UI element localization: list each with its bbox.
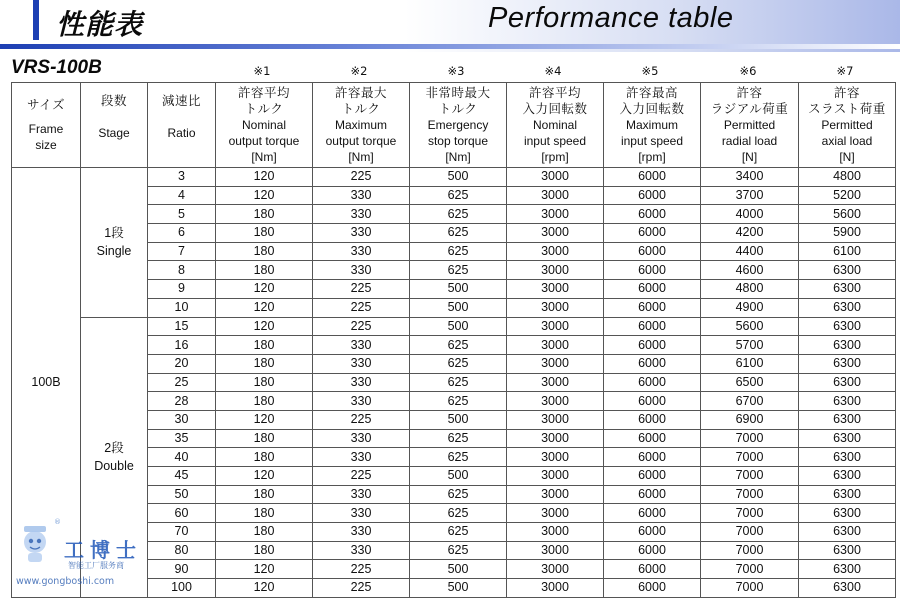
nominal-torque-cell: 120 [216,186,313,205]
nominal-speed-cell: 3000 [507,205,604,224]
max-speed-cell: 6000 [604,504,701,523]
max-speed-cell: 6000 [604,485,701,504]
axial-load-cell: 5600 [799,205,896,224]
max-speed-cell: 6000 [604,280,701,299]
nominal-speed-cell: 3000 [507,485,604,504]
axial-load-cell: 6300 [799,429,896,448]
nominal-torque-cell: 180 [216,205,313,224]
col-header-nominal-input-speed [507,83,604,168]
nominal-torque-cell: 180 [216,504,313,523]
header-en2: stop torque [427,134,489,148]
header-unit: [N] [839,150,855,164]
ratio-cell: 30 [148,410,216,429]
col-header-permitted-axial-load [799,83,896,168]
radial-load-cell: 6700 [701,392,799,411]
max-speed-cell: 6000 [604,541,701,560]
header-en1: Permitted [821,118,873,132]
header-unit: [Nm] [348,150,374,164]
radial-load-cell: 4400 [701,242,799,261]
max-speed-cell: 6000 [604,336,701,355]
axial-load-cell: 6300 [799,560,896,579]
nominal-speed-cell: 3000 [507,467,604,486]
max-torque-cell: 330 [313,242,410,261]
radial-load-cell: 7000 [701,448,799,467]
note-3: ※3 [447,64,465,78]
emergency-torque-cell: 500 [410,298,507,317]
max-torque-cell: 225 [313,579,410,598]
header-unit: [rpm] [541,150,569,164]
ratio-cell: 100 [148,579,216,598]
max-speed-cell: 6000 [604,373,701,392]
ratio-cell: 40 [148,448,216,467]
emergency-torque-cell: 625 [410,429,507,448]
header-en1: Maximum [334,118,387,132]
ratio-cell: 35 [148,429,216,448]
nominal-speed-cell: 3000 [507,280,604,299]
ratio-cell: 70 [148,523,216,542]
max-torque-cell: 330 [313,485,410,504]
emergency-torque-cell: 625 [410,242,507,261]
max-speed-cell: 6000 [604,317,701,336]
max-speed-cell: 6000 [604,410,701,429]
header-accent-bar [33,0,39,40]
nominal-torque-cell: 180 [216,392,313,411]
header-unit: [N] [741,150,758,164]
header-jp2: スラスト荷重 [808,102,886,116]
stage-en: Double [94,459,134,474]
max-torque-cell: 225 [313,467,410,486]
header-en2: input speed [523,134,587,148]
axial-load-cell: 6300 [799,373,896,392]
nominal-torque-cell: 180 [216,485,313,504]
nominal-speed-cell: 3000 [507,261,604,280]
ratio-cell: 80 [148,541,216,560]
radial-load-cell: 3400 [701,168,799,187]
axial-load-cell: 5200 [799,186,896,205]
header-underline [0,44,900,49]
radial-load-cell: 4200 [701,224,799,243]
emergency-torque-cell: 625 [410,354,507,373]
header-jp2: 入力回転数 [619,102,685,116]
nominal-speed-cell: 3000 [507,298,604,317]
axial-load-cell: 6300 [799,392,896,411]
emergency-torque-cell: 500 [410,579,507,598]
max-torque-cell: 225 [313,410,410,429]
radial-load-cell: 6500 [701,373,799,392]
frame-size-cell: 100B [12,168,81,598]
nominal-speed-cell: 3000 [507,504,604,523]
header-jp: 段数 [100,94,127,108]
ratio-cell: 9 [148,280,216,299]
axial-load-cell: 6300 [799,298,896,317]
axial-load-cell: 6300 [799,261,896,280]
stage-single-cell [81,168,148,318]
robot-mascot-icon [16,524,56,564]
col-header-maximum-input-speed [604,83,701,168]
nominal-speed-cell: 3000 [507,560,604,579]
ratio-cell: 25 [148,373,216,392]
axial-load-cell: 6300 [799,485,896,504]
nominal-torque-cell: 180 [216,261,313,280]
axial-load-cell: 6300 [799,336,896,355]
emergency-torque-cell: 625 [410,336,507,355]
max-torque-cell: 330 [313,261,410,280]
max-torque-cell: 330 [313,392,410,411]
header-en2: input speed [620,134,684,148]
header-jp: サイズ [26,98,65,112]
header-en2: output torque [228,134,300,148]
max-torque-cell: 330 [313,354,410,373]
max-speed-cell: 6000 [604,354,701,373]
radial-load-cell: 7000 [701,429,799,448]
emergency-torque-cell: 500 [410,317,507,336]
axial-load-cell: 6300 [799,317,896,336]
max-speed-cell: 6000 [604,298,701,317]
max-torque-cell: 330 [313,523,410,542]
ratio-cell: 16 [148,336,216,355]
emergency-torque-cell: 625 [410,485,507,504]
nominal-speed-cell: 3000 [507,317,604,336]
max-torque-cell: 330 [313,224,410,243]
model-name: VRS-100B [11,57,102,78]
note-4: ※4 [544,64,562,78]
note-1: ※1 [253,64,271,78]
stage-en: Single [96,244,132,259]
emergency-torque-cell: 625 [410,205,507,224]
axial-load-cell: 6300 [799,354,896,373]
max-torque-cell: 225 [313,317,410,336]
page-title-en: Performance table [488,2,734,34]
header-en1: Ratio [167,126,196,140]
nominal-torque-cell: 120 [216,467,313,486]
radial-load-cell: 4600 [701,261,799,280]
header-jp1: 許容 [833,86,860,100]
radial-load-cell: 7000 [701,485,799,504]
emergency-torque-cell: 625 [410,523,507,542]
max-speed-cell: 6000 [604,392,701,411]
max-speed-cell: 6000 [604,168,701,187]
emergency-torque-cell: 625 [410,504,507,523]
max-speed-cell: 6000 [604,429,701,448]
nominal-speed-cell: 3000 [507,579,604,598]
radial-load-cell: 3700 [701,186,799,205]
ratio-cell: 45 [148,467,216,486]
col-header-maximum-output-torque [313,83,410,168]
nominal-torque-cell: 120 [216,410,313,429]
note-2: ※2 [350,64,368,78]
header-unit: [Nm] [445,150,471,164]
header-en1: Emergency [427,118,489,132]
footnote-markers [0,64,900,80]
table-row [12,168,896,187]
nominal-speed-cell: 3000 [507,373,604,392]
radial-load-cell: 7000 [701,579,799,598]
nominal-speed-cell: 3000 [507,168,604,187]
radial-load-cell: 7000 [701,541,799,560]
col-header-stage [81,83,148,168]
axial-load-cell: 4800 [799,168,896,187]
header-en1: Frame [28,122,64,136]
ratio-cell: 3 [148,168,216,187]
max-speed-cell: 6000 [604,560,701,579]
nominal-torque-cell: 180 [216,429,313,448]
ratio-cell: 8 [148,261,216,280]
header-jp2: トルク [244,102,284,116]
note-6: ※6 [739,64,757,78]
nominal-speed-cell: 3000 [507,392,604,411]
header-en2: axial load [821,134,873,148]
col-header-ratio [148,83,216,168]
axial-load-cell: 6300 [799,410,896,429]
nominal-torque-cell: 180 [216,242,313,261]
radial-load-cell: 7000 [701,560,799,579]
ratio-cell: 90 [148,560,216,579]
nominal-torque-cell: 180 [216,541,313,560]
page-title-jp: 性能表 [56,8,144,41]
max-torque-cell: 330 [313,541,410,560]
axial-load-cell: 6300 [799,448,896,467]
axial-load-cell: 6300 [799,579,896,598]
nominal-torque-cell: 180 [216,224,313,243]
nominal-torque-cell: 120 [216,168,313,187]
header-en2: output torque [325,134,397,148]
radial-load-cell: 4000 [701,205,799,224]
nominal-speed-cell: 3000 [507,523,604,542]
watermark-tagline: 智能工厂服务商 [68,561,124,570]
header-jp1: 非常時最大 [425,86,491,100]
emergency-torque-cell: 625 [410,373,507,392]
header-en1: Maximum [625,118,678,132]
emergency-torque-cell: 500 [410,280,507,299]
max-speed-cell: 6000 [604,467,701,486]
header-unit: [Nm] [251,150,277,164]
max-torque-cell: 225 [313,298,410,317]
header-jp2: ラジアル荷重 [710,102,789,116]
max-speed-cell: 6000 [604,523,701,542]
nominal-torque-cell: 120 [216,298,313,317]
max-torque-cell: 225 [313,280,410,299]
axial-load-cell: 5900 [799,224,896,243]
nominal-torque-cell: 180 [216,373,313,392]
nominal-torque-cell: 120 [216,280,313,299]
header-jp1: 許容最大 [334,86,387,100]
axial-load-cell: 6300 [799,541,896,560]
axial-load-cell: 6300 [799,467,896,486]
header-jp1: 許容最高 [625,86,678,100]
header-jp2: 入力回転数 [522,102,588,116]
axial-load-cell: 6100 [799,242,896,261]
nominal-speed-cell: 3000 [507,429,604,448]
max-speed-cell: 6000 [604,261,701,280]
axial-load-cell: 6300 [799,280,896,299]
nominal-torque-cell: 180 [216,354,313,373]
radial-load-cell: 5600 [701,317,799,336]
axial-load-cell: 6300 [799,504,896,523]
header-jp2: トルク [341,102,381,116]
col-header-frame-size [12,83,81,168]
emergency-torque-cell: 625 [410,261,507,280]
table-row [12,317,896,336]
note-7: ※7 [836,64,854,78]
emergency-torque-cell: 500 [410,467,507,486]
stage-jp: 2段 [104,441,124,456]
ratio-cell: 7 [148,242,216,261]
radial-load-cell: 6100 [701,354,799,373]
watermark-url: www.gongboshi.com [16,576,115,587]
ratio-cell: 20 [148,354,216,373]
ratio-cell: 5 [148,205,216,224]
nominal-torque-cell: 180 [216,448,313,467]
max-torque-cell: 330 [313,429,410,448]
radial-load-cell: 4800 [701,280,799,299]
col-header-permitted-radial-load [701,83,799,168]
nominal-speed-cell: 3000 [507,410,604,429]
max-torque-cell: 225 [313,560,410,579]
emergency-torque-cell: 500 [410,168,507,187]
header-en2: radial load [721,134,778,148]
nominal-speed-cell: 3000 [507,541,604,560]
emergency-torque-cell: 500 [410,560,507,579]
ratio-cell: 6 [148,224,216,243]
emergency-torque-cell: 625 [410,541,507,560]
nominal-speed-cell: 3000 [507,186,604,205]
max-speed-cell: 6000 [604,186,701,205]
nominal-torque-cell: 120 [216,317,313,336]
radial-load-cell: 6900 [701,410,799,429]
header-unit: [rpm] [638,150,666,164]
nominal-torque-cell: 120 [216,560,313,579]
watermark-name: 工博士 [64,538,142,562]
emergency-torque-cell: 625 [410,448,507,467]
ratio-cell: 10 [148,298,216,317]
header-en1: Nominal [532,118,577,132]
nominal-speed-cell: 3000 [507,242,604,261]
nominal-torque-cell: 180 [216,336,313,355]
max-torque-cell: 330 [313,504,410,523]
axial-load-cell: 6300 [799,523,896,542]
nominal-torque-cell: 120 [216,579,313,598]
header-jp1: 許容平均 [528,86,581,100]
ratio-cell: 28 [148,392,216,411]
stage-jp: 1段 [104,226,124,241]
radial-load-cell: 7000 [701,523,799,542]
max-speed-cell: 6000 [604,205,701,224]
radial-load-cell: 7000 [701,467,799,486]
max-torque-cell: 330 [313,448,410,467]
ratio-cell: 50 [148,485,216,504]
ratio-cell: 15 [148,317,216,336]
emergency-torque-cell: 625 [410,186,507,205]
header-jp: 減速比 [161,94,201,108]
col-header-emergency-stop-torque [410,83,507,168]
watermark-logo [8,516,148,596]
max-torque-cell: 330 [313,186,410,205]
col-header-nominal-output-torque [216,83,313,168]
radial-load-cell: 5700 [701,336,799,355]
nominal-torque-cell: 180 [216,523,313,542]
nominal-speed-cell: 3000 [507,448,604,467]
header-jp1: 許容平均 [237,86,290,100]
emergency-torque-cell: 625 [410,392,507,411]
note-5: ※5 [641,64,659,78]
nominal-speed-cell: 3000 [507,336,604,355]
max-torque-cell: 330 [313,373,410,392]
header-en1: Permitted [723,118,776,132]
max-speed-cell: 6000 [604,242,701,261]
ratio-cell: 60 [148,504,216,523]
nominal-speed-cell: 3000 [507,224,604,243]
max-torque-cell: 225 [313,168,410,187]
max-speed-cell: 6000 [604,448,701,467]
header-jp1: 許容 [736,86,763,100]
emergency-torque-cell: 625 [410,224,507,243]
emergency-torque-cell: 500 [410,410,507,429]
max-torque-cell: 330 [313,336,410,355]
header-jp2: トルク [438,102,478,116]
table-header-row [12,83,896,168]
ratio-cell: 4 [148,186,216,205]
registered-mark: ® [54,518,61,526]
max-speed-cell: 6000 [604,224,701,243]
max-speed-cell: 6000 [604,579,701,598]
radial-load-cell: 7000 [701,504,799,523]
header-en1: Nominal [241,118,286,132]
max-torque-cell: 330 [313,205,410,224]
nominal-speed-cell: 3000 [507,354,604,373]
radial-load-cell: 4900 [701,298,799,317]
header-en2: size [35,138,57,152]
header-en1: Stage [98,126,130,140]
